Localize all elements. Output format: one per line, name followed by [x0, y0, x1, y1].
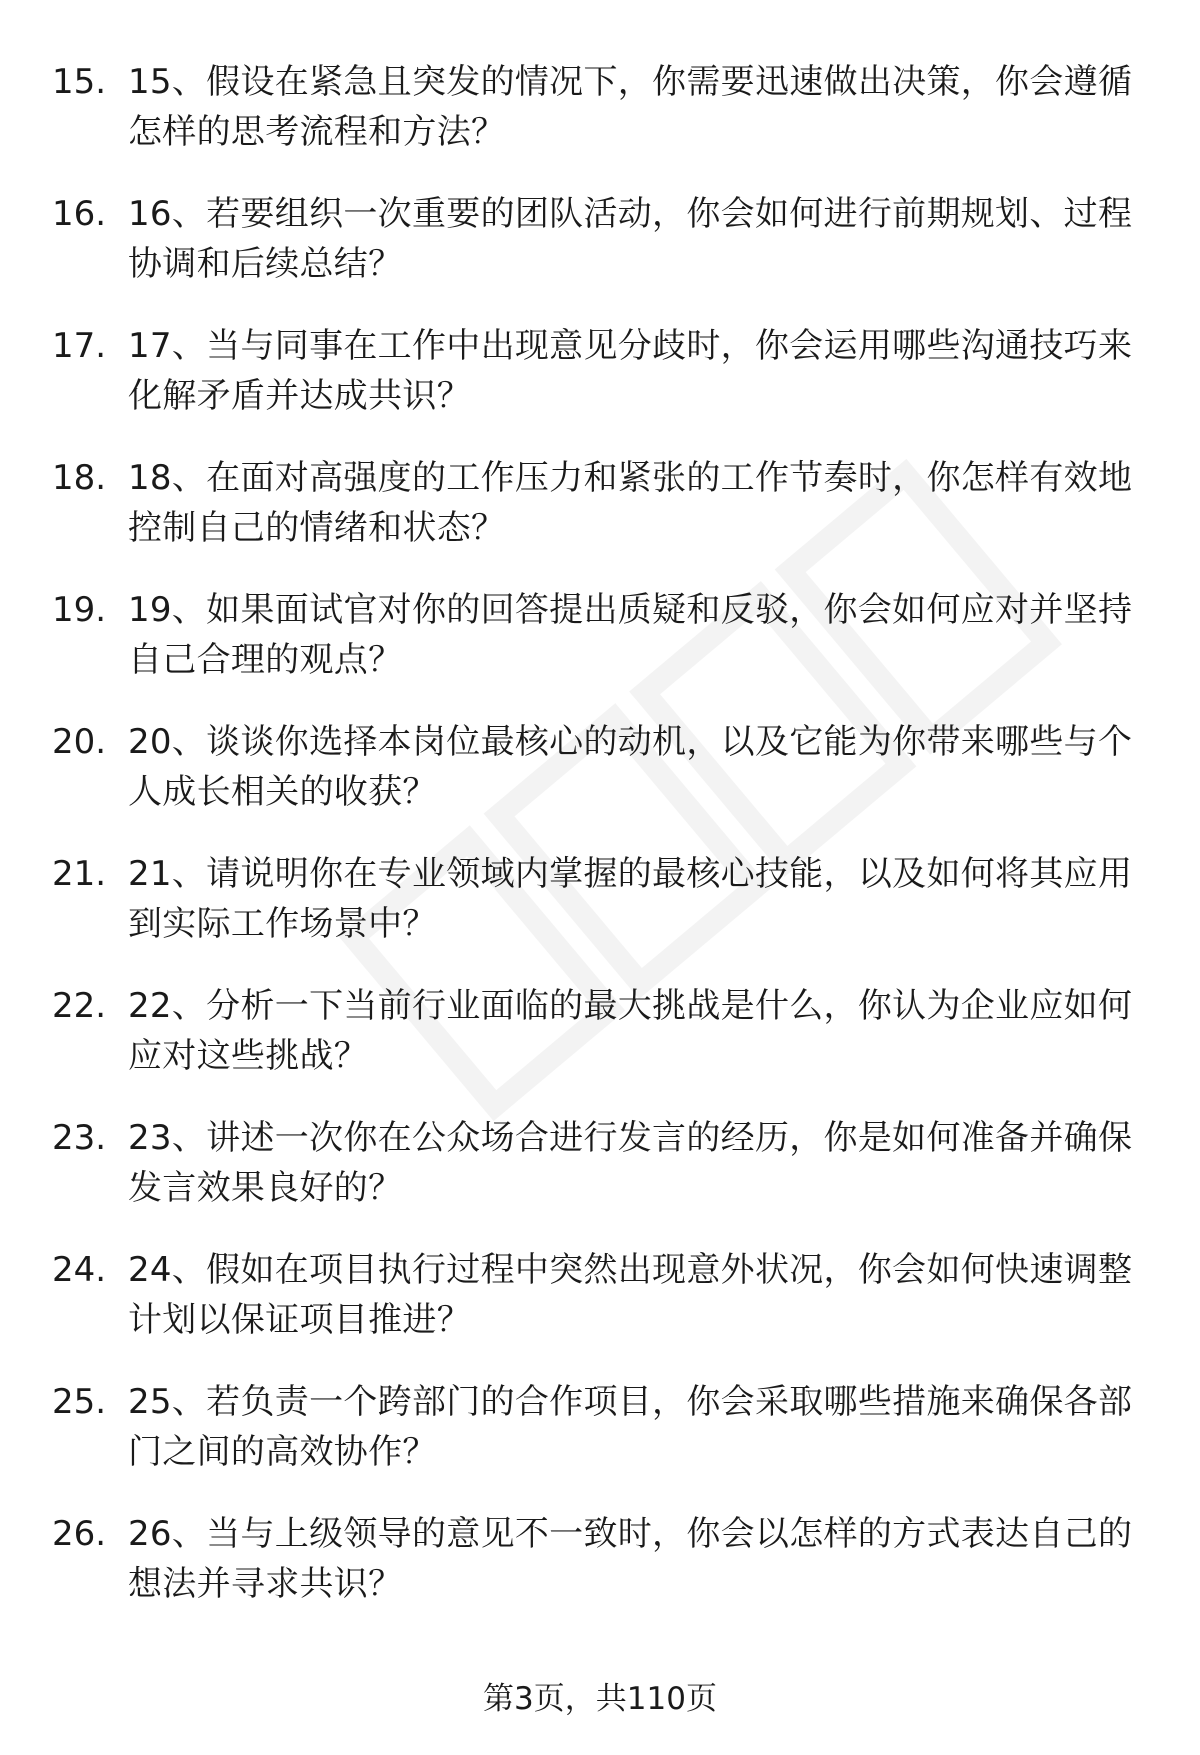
question-number: 25.: [52, 1382, 107, 1422]
list-item: [0, 1377, 1200, 1509]
question-text: 21、请说明你在专业领域内掌握的最核心技能，以及如何将其应用到实际工作场景中？: [128, 854, 1133, 944]
question-number: 17.: [52, 326, 107, 366]
question-number: 19.: [52, 590, 107, 630]
question-text: 19、如果面试官对你的回答提出质疑和反驳，你会如何应对并坚持自己合理的观点？: [128, 590, 1133, 680]
question-number: 21.: [52, 854, 107, 894]
question-text: 23、讲述一次你在公众场合进行发言的经历，你是如何准备并确保发言效果良好的？: [128, 1118, 1133, 1208]
question-list: [0, 57, 1200, 1641]
question-text: 22、分析一下当前行业面临的最大挑战是什么，你认为企业应如何应对这些挑战？: [128, 986, 1133, 1076]
list-item: [0, 189, 1200, 321]
list-item: [0, 981, 1200, 1113]
question-text: 24、假如在项目执行过程中突然出现意外状况，你会如何快速调整计划以保证项目推进？: [128, 1250, 1133, 1340]
question-number: 22.: [52, 986, 107, 1026]
question-number: 23.: [52, 1118, 107, 1158]
question-number: 26.: [52, 1514, 107, 1554]
question-number: 24.: [52, 1250, 107, 1290]
page-number: 第3页，共110页: [483, 1681, 717, 1717]
question-number: 20.: [52, 722, 107, 762]
list-item: [0, 57, 1200, 189]
list-item: [0, 1509, 1200, 1641]
list-item: [0, 321, 1200, 453]
question-number: 15.: [52, 62, 107, 102]
question-text: 20、谈谈你选择本岗位最核心的动机，以及它能为你带来哪些与个人成长相关的收获？: [128, 722, 1133, 812]
question-text: 18、在面对高强度的工作压力和紧张的工作节奏时，你怎样有效地控制自己的情绪和状态？: [128, 458, 1133, 548]
list-item: [0, 453, 1200, 585]
list-item: [0, 585, 1200, 717]
question-text: 26、当与上级领导的意见不一致时，你会以怎样的方式表达自己的想法并寻求共识？: [128, 1514, 1133, 1604]
list-item: [0, 1113, 1200, 1245]
question-text: 25、若负责一个跨部门的合作项目，你会采取哪些措施来确保各部门之间的高效协作？: [128, 1382, 1133, 1472]
question-number: 16.: [52, 194, 107, 234]
question-text: 16、若要组织一次重要的团队活动，你会如何进行前期规划、过程协调和后续总结？: [128, 194, 1133, 284]
question-text: 17、当与同事在工作中出现意见分歧时，你会运用哪些沟通技巧来化解矛盾并达成共识？: [128, 326, 1133, 416]
question-text: 15、假设在紧急且突发的情况下，你需要迅速做出决策，你会遵循怎样的思考流程和方法？: [128, 62, 1133, 152]
list-item: [0, 849, 1200, 981]
list-item: [0, 1245, 1200, 1377]
question-number: 18.: [52, 458, 107, 498]
list-item: [0, 717, 1200, 849]
